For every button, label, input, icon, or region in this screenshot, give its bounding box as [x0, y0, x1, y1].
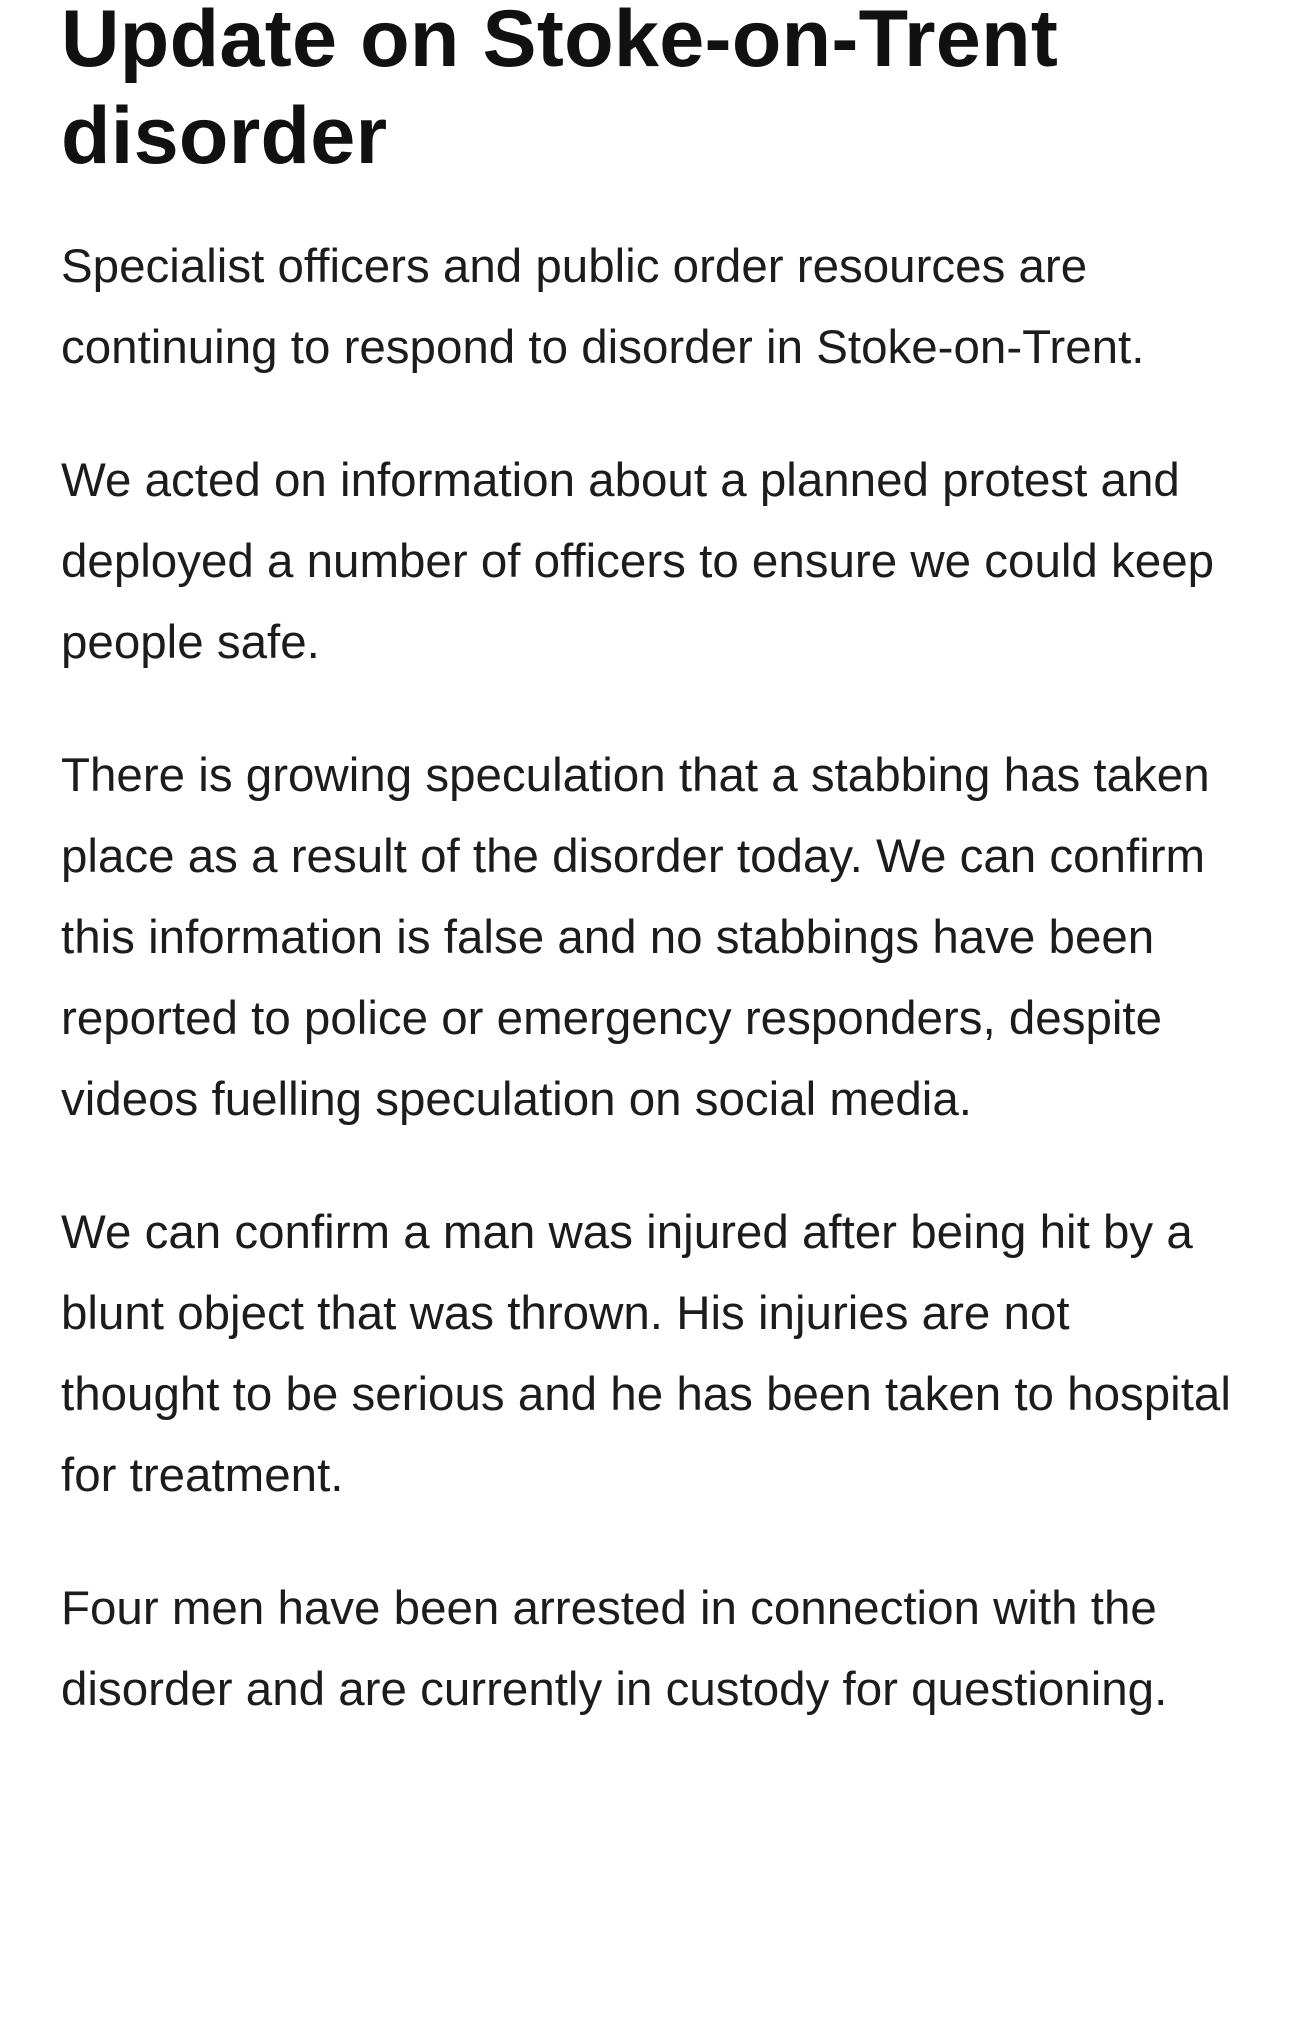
article-paragraph-1: Specialist officers and public order resources are continuing to respond to disorder in Stoke-on-Trent.: [61, 240, 1145, 374]
article-paragraph-3: There is growing speculation that a stabbing has taken place as a result of the disorder today. We can confirm this information is false and no stabbings have been reported to police or emergency responders, despite videos fuelling speculation on social media.: [61, 749, 1210, 1126]
article-paragraph-2: We acted on information about a planned protest and deployed a number of officers to ensure we could keep people safe.: [61, 454, 1215, 669]
article-paragraph-4: We can confirm a man was injured after being hit by a blunt object that was thrown. His injuries are not thought to be serious and he has been taken to hospital for treatment.: [61, 1206, 1231, 1502]
article-paragraph-5: Four men have been arrested in connection with the disorder and are currently in custody for questioning.: [61, 1582, 1168, 1716]
article-title: Update on Stoke-on-Trent disorder: [61, 0, 1059, 181]
article: [61, 0, 1241, 1730]
